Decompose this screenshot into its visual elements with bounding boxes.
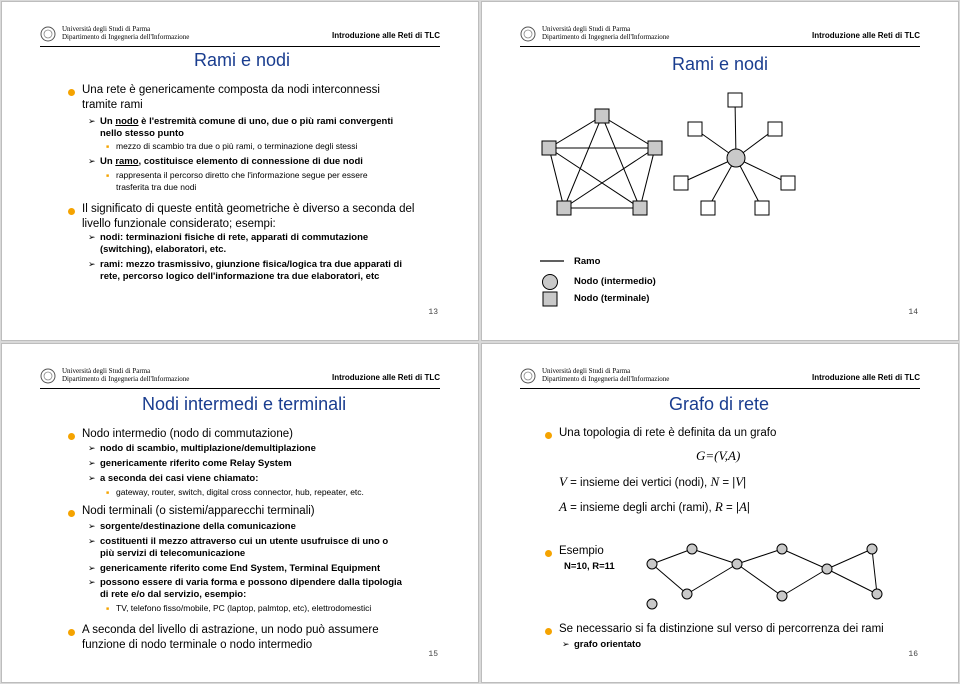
intermediate-node-icon	[543, 275, 558, 290]
bullet-text: più servizi di telecomunicazione	[100, 548, 246, 559]
sub-bullet-text: rappresenta il percorso diretto che l'informazione segue per essere	[116, 170, 368, 180]
square-bullet-icon: ■	[106, 144, 110, 150]
bullet-dot	[68, 510, 75, 517]
slide-header	[520, 366, 920, 388]
bullet-text: (switching), elaboratori, etc.	[100, 244, 227, 255]
university-name: Università degli Studi di Parma Dipartimento di Ingegneria dell'Informazione	[542, 367, 670, 383]
university-seal-icon	[40, 26, 56, 42]
square-bullet-icon: ■	[106, 490, 110, 496]
bullet-text: costituenti il mezzo attraverso cui un utente usufruisce di uno o	[100, 536, 389, 547]
square-bullet-icon: ■	[106, 606, 110, 612]
bullet-text: nello stesso punto	[100, 128, 184, 139]
bullet-text: a seconda dei casi viene chiamato:	[100, 473, 259, 484]
arrow-bullet-icon: ➢	[88, 577, 96, 587]
header-rule	[520, 388, 920, 389]
terminal-node	[542, 141, 556, 155]
bullet-text: Il significato di queste entità geometriche è diverso a seconda del	[82, 203, 415, 215]
bullet-dot	[545, 550, 552, 557]
legend-terminal-label: Nodo (terminale)	[574, 293, 650, 304]
slide-13	[1, 1, 479, 341]
vertices-definition: V = insieme dei vertici (nodi), N = |V|	[559, 474, 747, 489]
sub-bullet-text: gateway, router, switch, digital cross connector, hub, repeater, etc.	[116, 487, 364, 497]
arcs-definition: A = insieme degli archi (rami), R = |A|	[559, 499, 750, 514]
bullet-text: grafo orientato	[574, 639, 642, 650]
node-definition: Un nodo è l'estremità comune di uno, due o più rami convergenti	[100, 116, 394, 127]
bullet-text: Se necessario si fa distinzione sul verso di percorrenza dei rami	[559, 623, 884, 635]
example-graph-diagram	[632, 534, 902, 614]
terminal-node	[648, 141, 662, 155]
university-name: Università degli Studi di Parma Dipartimento di Ingegneria dell'Informazione	[62, 25, 190, 41]
bullet-text: di rete e/o dal servizio, esempio:	[100, 589, 247, 600]
slide-16	[481, 343, 959, 683]
bullet-text: funzione di nodo terminale o nodo intermedio	[82, 639, 313, 651]
slide-header	[40, 366, 440, 388]
arrow-bullet-icon: ➢	[562, 639, 570, 649]
header-rule	[40, 46, 440, 47]
university-name: Università degli Studi di Parma Dipartimento di Ingegneria dell'Informazione	[62, 367, 190, 383]
terminal-node-icon	[543, 292, 557, 306]
example-label: Esempio	[559, 545, 604, 557]
bullet-dot	[68, 89, 75, 96]
terminal-node	[595, 109, 609, 123]
arrow-bullet-icon: ➢	[88, 116, 96, 126]
bullet-text: tramite rami	[82, 99, 143, 111]
slide-15	[1, 343, 479, 683]
header-rule	[40, 388, 440, 389]
page-number: 16	[908, 650, 918, 659]
page-number: 14	[908, 308, 918, 317]
bullet-text: genericamente riferito come End System, Terminal Equipment	[100, 563, 381, 574]
terminal-node	[728, 93, 742, 107]
university-seal-icon	[520, 368, 536, 384]
course-title: Introduzione alle Reti di TLC	[332, 373, 440, 382]
intermediate-node	[727, 149, 745, 167]
legend-branch-label: Ramo	[574, 256, 601, 267]
bullet-text: sorgente/destinazione della comunicazione	[100, 521, 296, 532]
university-seal-icon	[520, 26, 536, 42]
bullet-text: Una rete è genericamente composta da nodi interconnessi	[82, 84, 380, 96]
square-bullet-icon: ■	[106, 173, 110, 179]
arrow-bullet-icon: ➢	[88, 521, 96, 531]
bullet-dot	[545, 628, 552, 635]
course-title: Introduzione alle Reti di TLC	[812, 31, 920, 40]
bullet-text: nodo di scambio, multiplazione/demultiplazione	[100, 443, 316, 454]
arrow-bullet-icon: ➢	[88, 443, 96, 453]
terminal-node	[674, 176, 688, 190]
bullet-text: nodi: terminazioni fisiche di rete, apparati di commutazione	[100, 232, 369, 243]
branch-definition: Un ramo, costituisce elemento di connessione di due nodi	[100, 156, 363, 167]
bullet-text: rami: mezzo trasmissivo, giunzione fisica/logica tra due apparati di	[100, 259, 402, 270]
bullet-text: Una topologia di rete è definita da un grafo	[559, 427, 777, 439]
course-title: Introduzione alle Reti di TLC	[812, 373, 920, 382]
slide-header	[40, 24, 440, 46]
arrow-bullet-icon: ➢	[88, 458, 96, 468]
terminal-node	[768, 122, 782, 136]
graph-definition: G=(V,A)	[696, 448, 741, 463]
bullet-dot	[68, 629, 75, 636]
arrow-bullet-icon: ➢	[88, 536, 96, 546]
bullet-text: Nodi terminali (o sistemi/apparecchi terminali)	[82, 505, 315, 517]
page-number: 15	[428, 650, 438, 659]
sub-bullet-text: TV, telefono fisso/mobile, PC (laptop, palmtop, etc), elettrodomestici	[116, 603, 372, 613]
slide-title: Nodi intermedi e terminali	[142, 394, 347, 414]
arrow-bullet-icon: ➢	[88, 232, 96, 242]
terminal-node	[781, 176, 795, 190]
mesh-network-diagram	[537, 102, 667, 227]
legend-symbols	[538, 250, 566, 310]
arrow-bullet-icon: ➢	[88, 563, 96, 573]
slide-title: Grafo di rete	[669, 394, 770, 414]
terminal-node	[688, 122, 702, 136]
bullet-dot	[545, 432, 552, 439]
slide-14	[481, 1, 959, 341]
bullet-dot	[68, 208, 75, 215]
bullet-dot	[68, 433, 75, 440]
terminal-node	[557, 201, 571, 215]
university-name: Università degli Studi di Parma Dipartimento di Ingegneria dell'Informazione	[542, 25, 670, 41]
arrow-bullet-icon: ➢	[88, 156, 96, 166]
terminal-node	[701, 201, 715, 215]
bullet-text: possono essere di varia forma e possono dipendere dalla tipologia	[100, 577, 402, 588]
bullet-text: rete, percorso logico dell'informazione tra due elaboratori, etc	[100, 271, 380, 282]
header-rule	[520, 46, 920, 47]
sub-bullet-text: mezzo di scambio tra due o più rami, o terminazione degli stessi	[116, 141, 358, 151]
terminal-node	[755, 201, 769, 215]
example-values: N=10, R=11	[564, 561, 615, 572]
sub-bullet-text: trasferita tra due nodi	[116, 182, 197, 192]
slide-title: Rami e nodi	[672, 54, 769, 74]
slide-title: Rami e nodi	[194, 50, 291, 70]
university-seal-icon	[40, 368, 56, 384]
page-number: 13	[428, 308, 438, 317]
bullet-text: Nodo intermedio (nodo di commutazione)	[82, 428, 293, 440]
star-network-diagram	[665, 88, 803, 220]
bullet-text: A seconda del livello di astrazione, un nodo può assumere	[82, 624, 379, 636]
bullet-text: genericamente riferito come Relay System	[100, 458, 292, 469]
legend-intermediate-label: Nodo (intermedio)	[574, 276, 656, 287]
arrow-bullet-icon: ➢	[88, 259, 96, 269]
bullet-text: livello funzionale considerato; esempi:	[82, 218, 276, 230]
arrow-bullet-icon: ➢	[88, 473, 96, 483]
slide-header	[520, 24, 920, 46]
terminal-node	[633, 201, 647, 215]
course-title: Introduzione alle Reti di TLC	[332, 31, 440, 40]
